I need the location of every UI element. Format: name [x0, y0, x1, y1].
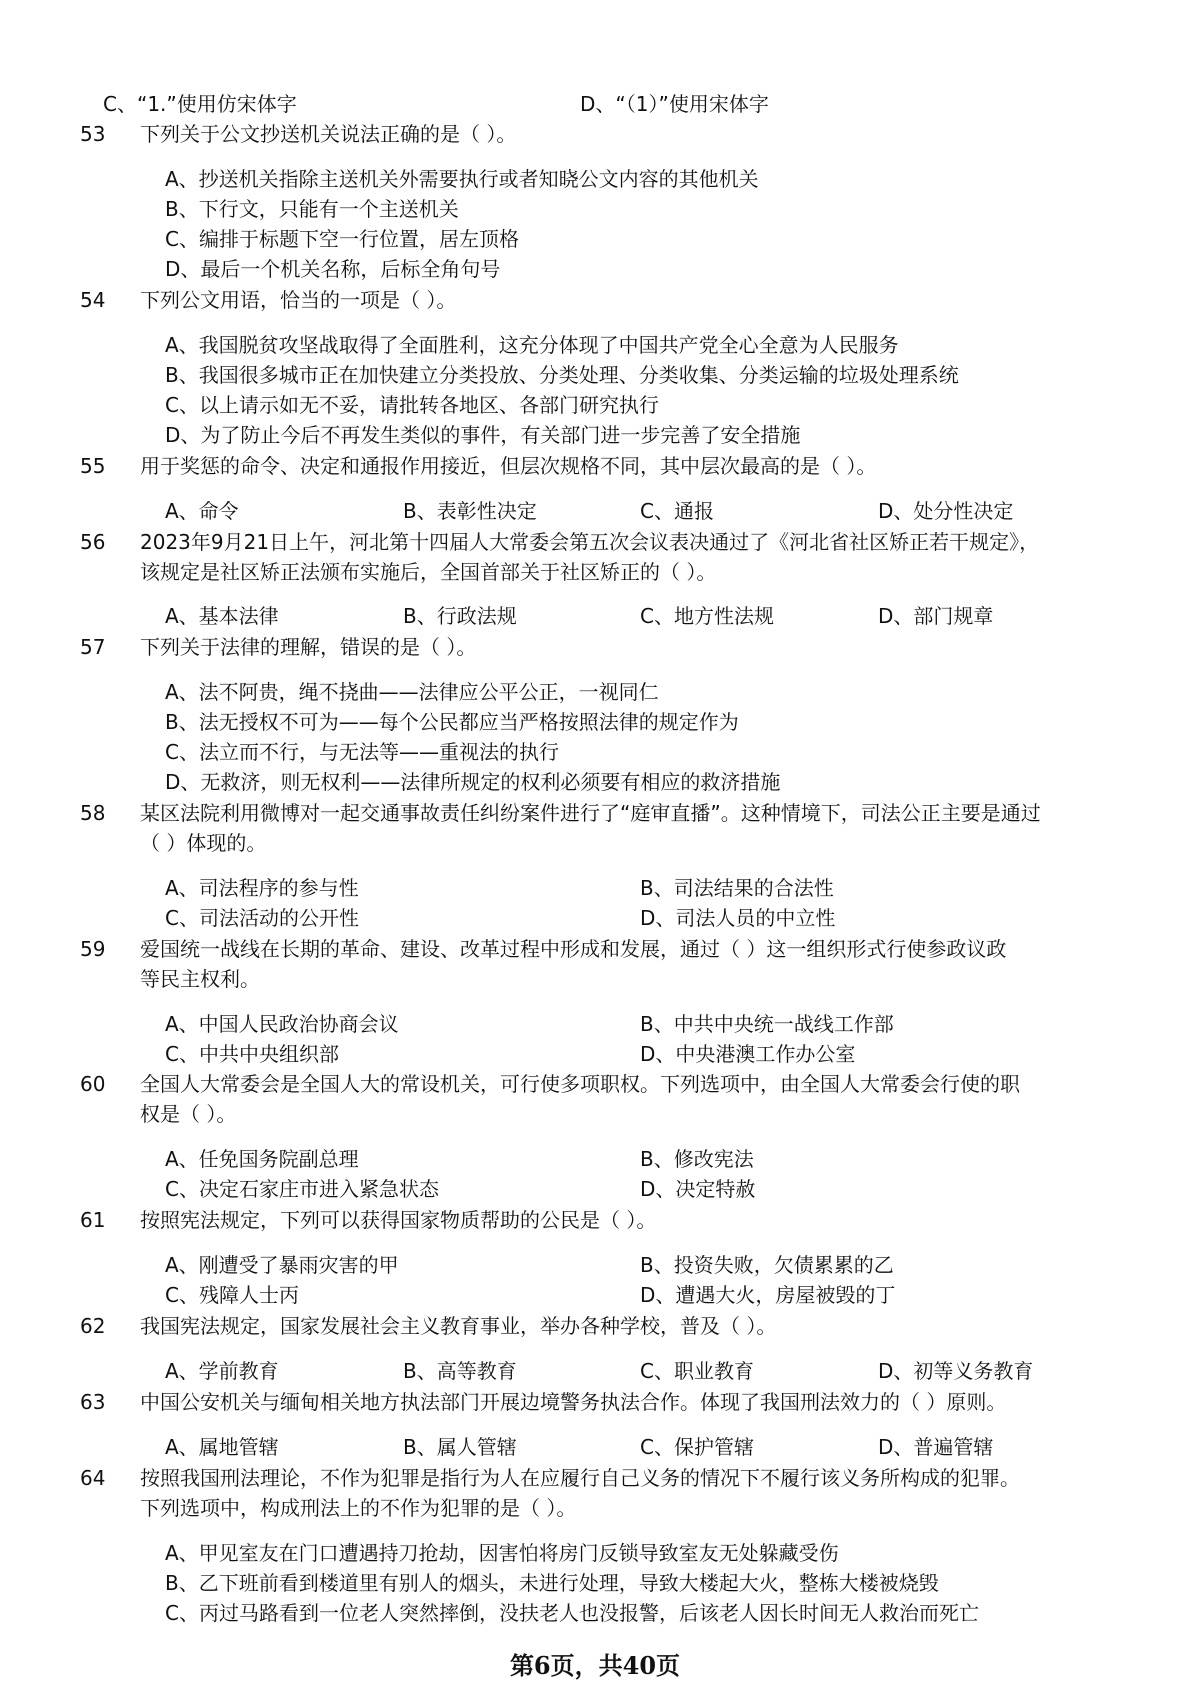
question-number: 58	[80, 801, 106, 825]
option-b: B、修改宪法	[640, 1147, 754, 1171]
option-b: B、法无授权不可为——每个公民都应当严格按照法律的规定作为	[165, 710, 739, 734]
option-b: B、司法结果的合法性	[640, 876, 834, 900]
question-number: 55	[80, 454, 106, 478]
option-a: A、属地管辖	[165, 1435, 279, 1459]
question-stem: 中国公安机关与缅甸相关地方执法部门开展边境警务执法合作。体现了我国刑法效力的（ ）原则。	[140, 1390, 1007, 1414]
option-c: C、法立而不行，与无法等——重视法的执行	[165, 740, 559, 764]
option-c: C、编排于标题下空一行位置，居左顶格	[165, 227, 519, 251]
question-stem: 全国人大常委会是全国人大的常设机关，可行使多项职权。下列选项中，由全国人大常委会行使的职	[140, 1072, 1020, 1096]
option-a: A、抄送机关指除主送机关外需要执行或者知晓公文内容的其他机关	[165, 167, 759, 191]
question-stem-continued: （ ）体现的。	[140, 831, 267, 855]
option-d: D、最后一个机关名称，后标全角句号	[165, 257, 501, 281]
option-a: A、刚遭受了暴雨灾害的甲	[165, 1253, 399, 1277]
option-a: A、学前教育	[165, 1359, 279, 1383]
question-stem: 我国宪法规定，国家发展社会主义教育事业，举办各种学校，普及（ ）。	[140, 1314, 777, 1338]
option-c: C、地方性法规	[640, 604, 774, 628]
option-c: C、以上请示如无不妥，请批转各地区、各部门研究执行	[165, 393, 659, 417]
option-b: B、中共中央统一战线工作部	[640, 1012, 894, 1036]
option-a: A、命令	[165, 499, 239, 523]
question-stem: 2023年9月21日上午，河北第十四届人大常委会第五次会议表决通过了《河北省社区矫正若干规定》，	[140, 530, 1040, 554]
option-c: C、通报	[640, 499, 714, 523]
option-c: C、丙过马路看到一位老人突然摔倒，没扶老人也没报警，后该老人因长时间无人救治而死亡	[165, 1601, 979, 1625]
option-b: B、乙下班前看到楼道里有别人的烟头，未进行处理，导致大楼起大火，整栋大楼被烧毁	[165, 1571, 939, 1595]
option-d: D、初等义务教育	[878, 1359, 1034, 1383]
option-b: B、投资失败，欠债累累的乙	[640, 1253, 894, 1277]
question-stem: 某区法院利用微博对一起交通事故责任纠纷案件进行了“庭审直播”。这种情境下，司法公正主要是通过	[140, 801, 1041, 825]
question-number: 64	[80, 1466, 106, 1490]
option-a: A、法不阿贵，绳不挠曲——法律应公平公正，一视同仁	[165, 680, 659, 704]
option-c: C、保护管辖	[640, 1435, 754, 1459]
question-number: 59	[80, 937, 106, 961]
option-a: A、中国人民政治协商会议	[165, 1012, 399, 1036]
question-stem: 下列公文用语，恰当的一项是（ ）。	[140, 288, 457, 312]
question-stem-continued: 等民主权利。	[140, 967, 260, 991]
question-number: 61	[80, 1208, 106, 1232]
question-stem: 按照我国刑法理论，不作为犯罪是指行为人在应履行自己义务的情况下不履行该义务所构成的犯罪。	[140, 1466, 1020, 1490]
option-d: D、为了防止今后不再发生类似的事件，有关部门进一步完善了安全措施	[165, 423, 801, 447]
question-number: 60	[80, 1072, 106, 1096]
option-a: A、任免国务院副总理	[165, 1147, 359, 1171]
question-number: 54	[80, 288, 106, 312]
question-stem: 下列关于法律的理解，错误的是（ ）。	[140, 635, 477, 659]
option-d: D、无救济，则无权利——法律所规定的权利必须要有相应的救济措施	[165, 770, 781, 794]
option-c: C、司法活动的公开性	[165, 906, 359, 930]
option-d: D、普遍管辖	[878, 1435, 994, 1459]
page-number: 第6页，共40页	[509, 1651, 681, 1680]
option-c: C、中共中央组织部	[165, 1042, 339, 1066]
question-stem-continued: 权是（ ）。	[140, 1102, 237, 1126]
question-number: 53	[80, 122, 106, 146]
option-b: B、属人管辖	[403, 1435, 517, 1459]
question-number: 63	[80, 1390, 106, 1414]
question-stem: 爱国统一战线在长期的革命、建设、改革过程中形成和发展，通过（ ）这一组织形式行使参政议政	[140, 937, 1007, 961]
option-d: D、“（1）”使用宋体字	[580, 92, 769, 116]
question-number: 57	[80, 635, 106, 659]
option-c: C、残障人士丙	[165, 1283, 299, 1307]
question-stem: 下列关于公文抄送机关说法正确的是（ ）。	[140, 122, 517, 146]
option-b: B、高等教育	[403, 1359, 517, 1383]
option-a: A、我国脱贫攻坚战取得了全面胜利，这充分体现了中国共产党全心全意为人民服务	[165, 333, 899, 357]
option-c: C、“1.”使用仿宋体字	[103, 92, 297, 116]
option-d: D、中央港澳工作办公室	[640, 1042, 856, 1066]
option-c: C、决定石家庄市进入紧急状态	[165, 1177, 439, 1201]
question-stem: 按照宪法规定，下列可以获得国家物质帮助的公民是（ ）。	[140, 1208, 657, 1232]
option-a: A、甲见室友在门口遭遇持刀抢劫，因害怕将房门反锁导致室友无处躲藏受伤	[165, 1541, 839, 1565]
option-b: B、我国很多城市正在加快建立分类投放、分类处理、分类收集、分类运输的垃圾处理系统	[165, 363, 959, 387]
question-stem-continued: 下列选项中，构成刑法上的不作为犯罪的是（ ）。	[140, 1496, 577, 1520]
question-stem: 用于奖惩的命令、决定和通报作用接近，但层次规格不同，其中层次最高的是（ ）。	[140, 454, 877, 478]
option-b: B、行政法规	[403, 604, 517, 628]
question-stem-continued: 该规定是社区矫正法颁布实施后，全国首部关于社区矫正的（ ）。	[140, 560, 717, 584]
option-d: D、部门规章	[878, 604, 994, 628]
question-number: 62	[80, 1314, 106, 1338]
option-a: A、司法程序的参与性	[165, 876, 359, 900]
option-d: D、司法人员的中立性	[640, 906, 836, 930]
option-d: D、遭遇大火，房屋被毁的丁	[640, 1283, 896, 1307]
option-b: B、表彰性决定	[403, 499, 537, 523]
question-number: 56	[80, 530, 106, 554]
option-b: B、下行文，只能有一个主送机关	[165, 197, 459, 221]
option-d: D、决定特赦	[640, 1177, 756, 1201]
option-a: A、基本法律	[165, 604, 279, 628]
option-d: D、处分性决定	[878, 499, 1014, 523]
option-c: C、职业教育	[640, 1359, 754, 1383]
